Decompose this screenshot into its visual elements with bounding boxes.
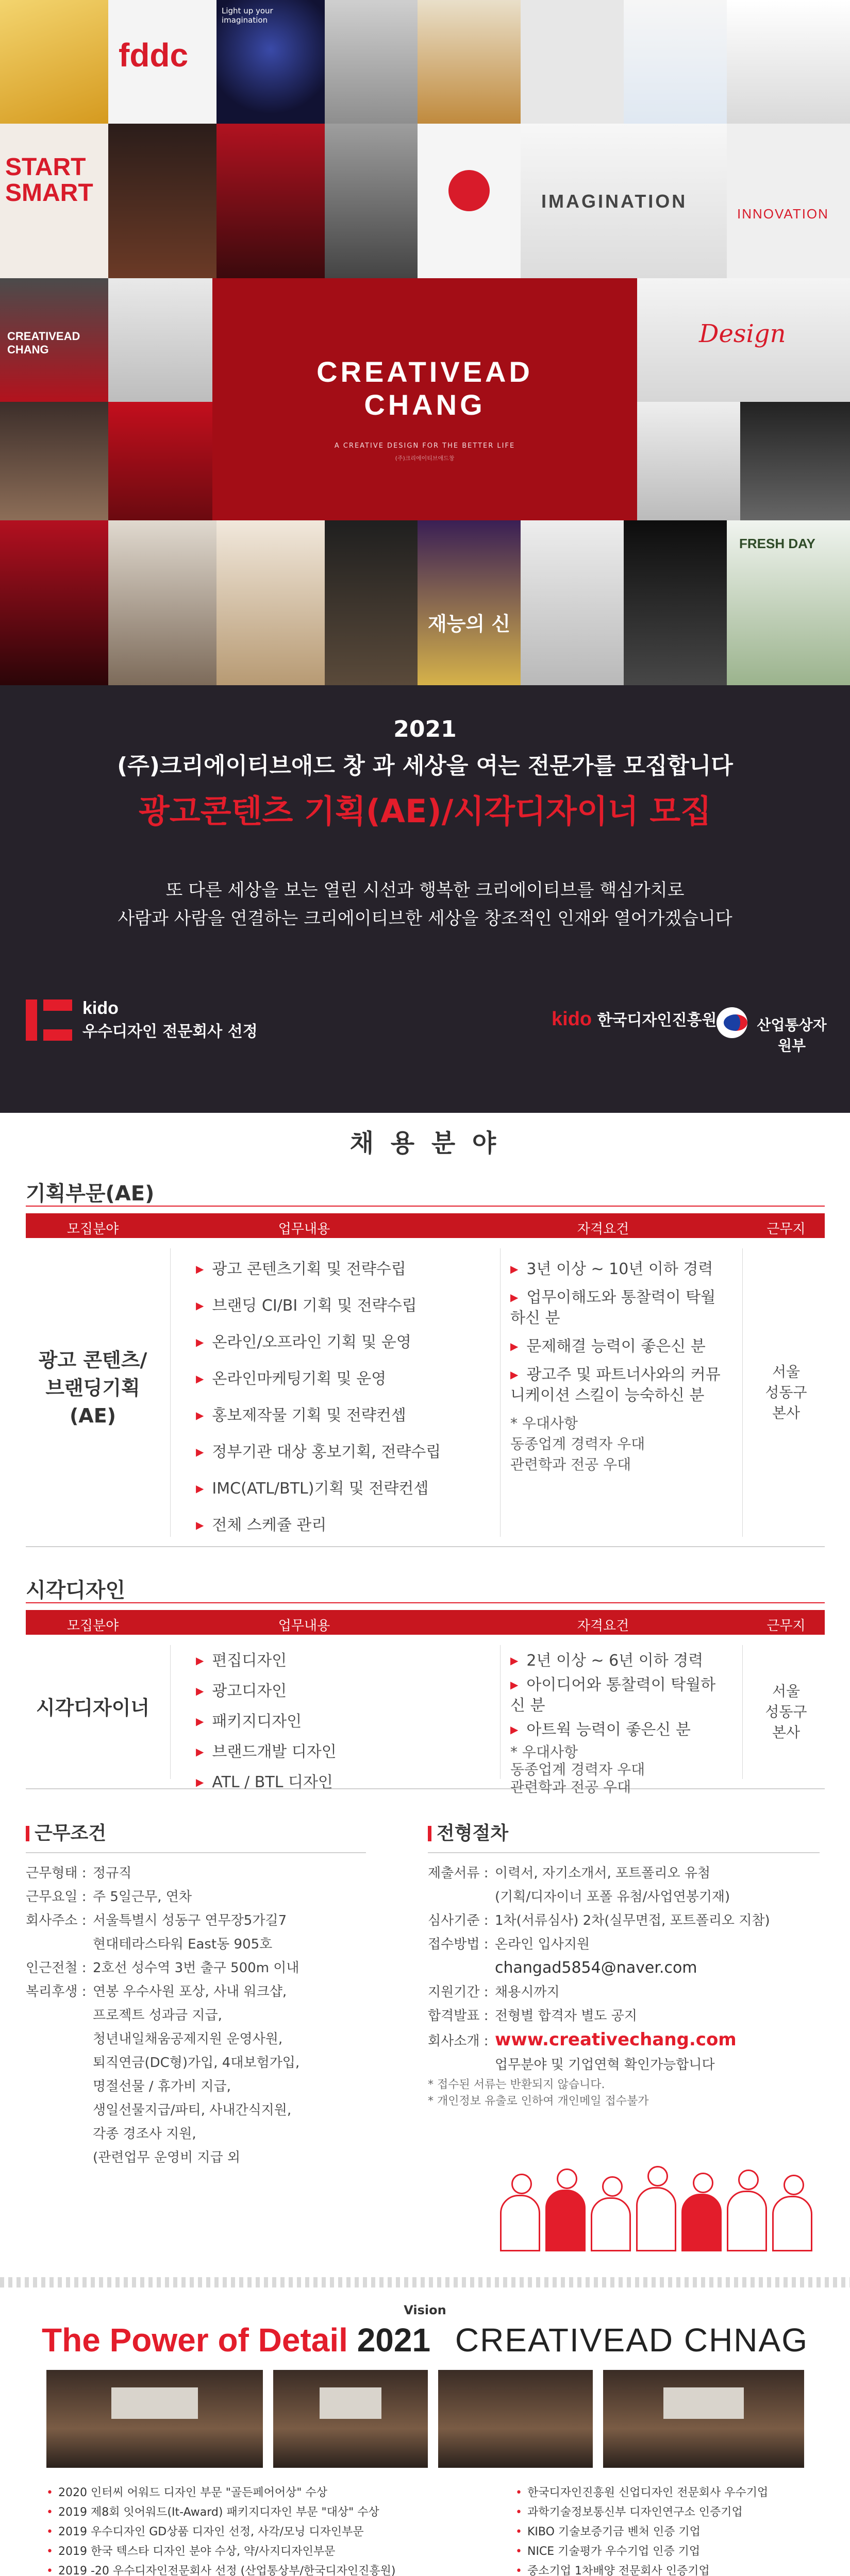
work-type-value: 정규직: [93, 1866, 132, 1881]
vd-loc-1: 서울: [772, 1683, 801, 1700]
vd-field: 시각디자이너: [36, 1697, 150, 1719]
ae-cond-item: ▶ 광고주 및 파트너사와의 커뮤니케이션 스킬이 능숙하신 분: [510, 1364, 727, 1406]
ae-cond-item: ▶ 3년 이상 ~ 10년 이하 경력: [510, 1259, 727, 1280]
ae-task-item: ▶ 홍보제작물 기획 및 전략컨셉: [196, 1405, 505, 1426]
tile-start-smart: [0, 124, 108, 278]
tile-office-red: [0, 278, 108, 402]
vision-divider: [0, 2277, 850, 2287]
process-email: [428, 1956, 820, 1980]
tile-b1: [0, 520, 108, 685]
tile-imagination: [521, 124, 727, 278]
tile-brochure: [108, 402, 212, 520]
tile-b2: [108, 520, 216, 685]
th-cond: 자격요건: [577, 1618, 629, 1634]
ae-row: [26, 1238, 825, 1547]
vd-task-item: ▶ 광고디자인: [196, 1681, 505, 1702]
kido-brand: kido: [82, 998, 119, 1018]
tile-b3: [216, 520, 325, 685]
ae-task-item: ▶ 온라인/오프라인 기획 및 운영: [196, 1332, 505, 1353]
intro-paragraph-1: 또 다른 세상을 보는 열린 시선과 행복한 크리에이티브를 핵심가치로: [165, 880, 685, 901]
tile-poster: [216, 124, 325, 278]
vd-loc-3: 본사: [772, 1724, 801, 1741]
work-addr-key: 회사주소 :: [26, 1913, 87, 1928]
office-sign: CREATIVEAD CHANG: [7, 330, 80, 356]
th-field: 모집분야: [66, 1618, 119, 1634]
process-notify: [428, 2004, 820, 2028]
ae-group-title: 기획부문(AE): [26, 1182, 155, 1206]
tile-book: [521, 0, 624, 124]
person-figure: [636, 2187, 676, 2251]
welfare-item: 청년내일채움공제지원 운영사원,: [93, 2031, 283, 2047]
tile-logo-wall: [740, 402, 850, 520]
tile-fddc: [108, 0, 216, 124]
history-item: • 중소기업 1차배양 전문회사 인증기업: [515, 2562, 768, 2576]
ae-field: [26, 1346, 160, 1430]
apply-email-link[interactable]: changad5854@naver.com: [495, 1959, 697, 1977]
mote-name: 산업통상자원부: [757, 1016, 827, 1054]
ae-sep-2: [500, 1248, 501, 1537]
person-figure: [772, 2196, 812, 2251]
vd-cond-item: ▶ 2년 이상 ~ 6년 이하 경력: [510, 1650, 727, 1671]
start-smart-text: START SMART: [5, 154, 93, 207]
welfare-item: 생일선물지급/파티, 사내간식지원,: [93, 2103, 292, 2118]
tile-card: [727, 0, 850, 124]
work-near-value: 2호선 성수역 3번 출구 500m 이내: [93, 1960, 299, 1976]
vd-task-list: [196, 1650, 505, 1802]
kido-org-logo: kido: [552, 1008, 592, 1030]
welfare-item: 명절선물 / 휴가비 지급,: [93, 2079, 231, 2094]
intro-year: 2021: [393, 716, 457, 742]
th-loc: 근무지: [766, 1222, 806, 1237]
ae-location: [747, 1362, 825, 1423]
process-docs-2: (기획/디자이너 포폴 유첨/사업연봉기재): [495, 1889, 730, 1905]
person-figure: [727, 2191, 767, 2251]
vd-sep-3: [742, 1645, 743, 1779]
th-cond: 자격요건: [577, 1222, 629, 1237]
vd-task-item: ▶ 패키지디자인: [196, 1711, 505, 1732]
intro-paragraph-2: 사람과 사람을 연결하는 크리에이티브한 세상을 창조적인 인재와 열어가겠습니다: [118, 908, 732, 929]
ae-loc-3: 본사: [772, 1404, 801, 1421]
ae-note-1: 동종업계 경력자 우대: [510, 1435, 645, 1452]
work-days-value: 주 5일근무, 연차: [93, 1889, 192, 1905]
vd-sep-2: [500, 1645, 501, 1779]
hero-tagline: A CREATIVE DESIGN FOR THE BETTER LIFE: [334, 442, 515, 450]
tile-kr-title: [418, 520, 521, 685]
ae-task-item: ▶ 정부기관 대상 홍보기획, 전략수립: [196, 1442, 505, 1463]
vision-label: Vision: [404, 2303, 446, 2317]
process-docs-value-1: 이력서, 자기소개서, 포트폴리오 유첨: [495, 1866, 711, 1881]
tile-chart-dot: [448, 170, 490, 211]
kido-selected: 우수디자인 전문회사 선정: [82, 1023, 258, 1041]
process-web: [428, 2028, 820, 2053]
light-caption: Light up your imagination: [222, 6, 273, 25]
ae-sep-1: [170, 1248, 171, 1537]
hero-collage: [0, 0, 850, 685]
tile-leaflet: [637, 402, 740, 520]
work-welfare: [26, 1980, 366, 2004]
welfare-item: 프로젝트 성과금 지급,: [93, 2008, 222, 2023]
recruit-title: [0, 1123, 850, 1159]
tile-gray: [325, 0, 418, 124]
award-logos: [0, 994, 850, 1056]
work-addr-value-1: 서울특별시 성동구 연무장5가길7: [93, 1913, 287, 1928]
welfare-item: 각종 경조사 지원,: [93, 2126, 196, 2142]
vd-location: [747, 1681, 825, 1743]
person-figure: [500, 2195, 540, 2251]
vd-note-title: * 우대사항: [510, 1743, 578, 1760]
process-period-value: 채용시까지: [495, 1985, 560, 2000]
vd-task-item: ▶ ATL / BTL 디자인: [196, 1772, 505, 1793]
work-title: 근무조건: [26, 1819, 366, 1845]
process-title-line: [428, 1852, 820, 1853]
welfare-item: 퇴직연금(DC형)가입, 4대보험가입,: [93, 2055, 300, 2071]
process-apply-key: 접수방법 :: [428, 1937, 489, 1952]
process-period: [428, 1980, 820, 2004]
ae-task-item: ▶ 온라인마케팅기획 및 운영: [196, 1368, 505, 1389]
tile-print: [108, 278, 212, 402]
process-notify-value: 전형별 합격자 별도 공지: [495, 2008, 637, 2024]
ae-task-item: ▶ IMC(ATL/BTL)기획 및 전략컨셉: [196, 1478, 505, 1499]
history-item: • 2020 인터씨 어워드 디자인 부문 "골든페어어상" 수상: [46, 2483, 396, 2503]
history-list-right: [515, 2483, 768, 2576]
tile-light: [216, 0, 325, 124]
work-addr-2: 현대테라스타워 East동 905호: [93, 1937, 273, 1952]
process-period-key: 지원기간 :: [428, 1985, 489, 2000]
intro-section: [0, 685, 850, 1113]
history-item: • 2019 -20 우수디자인전문회사 선정 (산업통상부/한국디자인진흥원): [46, 2562, 396, 2576]
process-apply: [428, 1933, 820, 1956]
person-figure: [591, 2197, 631, 2251]
tile-character: [0, 0, 108, 124]
ae-task-item: ▶ 브랜딩 CI/BI 기획 및 전략수립: [196, 1295, 505, 1316]
ae-task-item: ▶ 광고 콘텐츠기획 및 전략수립: [196, 1259, 505, 1280]
kido-org-name: 한국디자인진흥원: [597, 1011, 717, 1029]
th-field: 모집분야: [66, 1222, 119, 1237]
process-review: [428, 1909, 820, 1933]
imagination-text: IMAGINATION: [541, 191, 688, 212]
vd-row: [26, 1635, 825, 1795]
ae-cond-item: ▶ 업무이해도와 통찰력이 탁월하신 분: [510, 1287, 727, 1329]
th-loc: 근무지: [766, 1618, 806, 1634]
th-task: 업무내용: [278, 1618, 330, 1634]
vd-task-item: ▶ 브랜드개발 디자인: [196, 1741, 505, 1762]
tile-innovation: [727, 124, 850, 278]
process-review-key: 심사기준 :: [428, 1913, 489, 1928]
process-apply-value: 온라인 입사지원: [495, 1937, 590, 1952]
welfare-item: 연봉 우수사원 포상, 사내 워크샵,: [93, 1984, 287, 1999]
tile-b4: [325, 520, 418, 685]
tile-b6: [521, 520, 624, 685]
process-web-note: 업무분야 및 기업연혁 확인가능합니다: [495, 2057, 715, 2073]
tile-package: [418, 0, 521, 124]
ae-field-line1: 광고 콘텐츠/: [38, 1349, 147, 1371]
vision-head-c: CREATIVEAD CHNAG: [455, 2321, 808, 2359]
history-item: • 2019 제8회 잇어워드(It-Award) 패키지디자인 부문 "대상" 수상: [46, 2503, 396, 2522]
work-welfare-key: 복리후생 :: [26, 1984, 87, 1999]
tile-food: [108, 124, 216, 278]
work-near: [26, 1956, 366, 1980]
process-review-value: 1차(서류심사) 2차(실무면접, 포트폴리오 지참): [495, 1913, 770, 1928]
process-title: 전형절차: [428, 1819, 820, 1845]
people-illustration: [500, 2148, 820, 2251]
innovation-text: INNOVATION: [737, 206, 829, 222]
vision-head-a: The Power of Detail: [42, 2321, 348, 2359]
tile-fresh-day: [727, 520, 850, 685]
company-website-link[interactable]: www.creativechang.com: [495, 2029, 737, 2050]
tile-design: [637, 278, 850, 402]
kr-title-text: 재능의 신: [428, 613, 511, 635]
ae-table-header: [26, 1213, 825, 1238]
vd-sep-1: [170, 1645, 171, 1779]
work-near-key: 인근전철 :: [26, 1960, 87, 1976]
recruit-title-text: 채 용 분 야: [349, 1129, 501, 1158]
history-item: • 2019 한국 텍스타 디자인 분야 수상, 약/사지디자인부문: [46, 2542, 396, 2562]
history-item: • 2019 우수디자인 GD상품 디자인 선정, 사각/모닝 디자인부문: [46, 2522, 396, 2542]
fresh-day-text: FRESH DAY: [739, 536, 815, 551]
tile-people: [0, 402, 108, 520]
ae-preferred: [510, 1413, 727, 1475]
process-note-2: * 개인정보 유출로 인하여 개인메일 접수불가: [428, 2095, 649, 2108]
history-item: • 한국디자인진흥원 신업디자인 전문회사 우수기업: [515, 2483, 768, 2503]
vision-photo-2: [273, 2370, 428, 2468]
history-item: • NICE 기술평가 우수기업 인증 기업: [515, 2542, 768, 2562]
th-task: 업무내용: [278, 1222, 330, 1237]
vision-photo-3: [438, 2370, 593, 2468]
hero-brand-logo: [212, 355, 637, 421]
person-figure: [545, 2190, 586, 2251]
process-note-1: * 접수된 서류는 반환되지 않습니다.: [428, 2078, 605, 2091]
mote-logo: [716, 1005, 830, 1054]
hero-sub: (주)크리에이티브애드창: [395, 455, 455, 462]
fddc-logo: fddc: [119, 37, 189, 74]
vision-photo-4: [603, 2370, 804, 2468]
ae-note-title: * 우대사항: [510, 1415, 578, 1432]
process-notify-key: 합격발표 :: [428, 2008, 489, 2024]
tile-web: [624, 0, 727, 124]
vd-group-title: 시각디자인: [26, 1579, 126, 1602]
work-type: [26, 1861, 366, 1885]
ae-group-line: [26, 1206, 825, 1207]
hiring-process: [428, 1819, 820, 2110]
welfare-item: (관련업무 운영비 지급 외: [93, 2150, 241, 2165]
vd-cond-item: ▶ 아이디어와 통찰력이 탁월하신 분: [510, 1674, 727, 1716]
kido-org: [552, 1007, 716, 1030]
intro-job-title: 광고콘텐츠 기획(AE)/시각디자이너 모집: [138, 792, 712, 830]
hero-center-panel: [212, 278, 637, 520]
ae-cond-item: ▶ 문제해결 능력이 좋은신 분: [510, 1336, 727, 1357]
vd-group-line: [26, 1602, 825, 1603]
process-docs-key: 제출서류 :: [428, 1866, 489, 1881]
vd-preferred: [510, 1743, 727, 1796]
person-figure: [681, 2194, 722, 2251]
vd-cond-list: [510, 1650, 727, 1796]
work-addr: [26, 1909, 366, 1933]
ae-sep-3: [742, 1248, 743, 1537]
ae-note-2: 관련학과 전공 우대: [510, 1456, 631, 1473]
tile-b7: [624, 520, 727, 685]
hero-brand-line2: CHANG: [364, 388, 486, 421]
work-type-key: 근무형태 :: [26, 1866, 87, 1881]
vision-photo-1: [46, 2370, 263, 2468]
ae-field-line2: 브랜딩기획(AE): [45, 1377, 140, 1427]
kido-mark-icon: [26, 999, 72, 1041]
mote-emblem-icon: [716, 1007, 747, 1038]
work-title-line: [26, 1852, 366, 1853]
tile-chart: [418, 124, 521, 278]
ae-loc-1: 서울: [772, 1363, 801, 1380]
ae-loc-2: 성동구: [765, 1384, 807, 1401]
hero-brand-line1: CREATIVEAD: [316, 355, 533, 388]
ae-cond-list: [510, 1259, 727, 1475]
vision-head-b: 2021: [357, 2321, 431, 2359]
vd-note-2: 관련학과 전공 우대: [510, 1778, 631, 1795]
history-list-left: [46, 2483, 396, 2576]
process-web-key: 회사소개 :: [428, 2033, 489, 2049]
work-conditions: [26, 1819, 366, 2170]
history-item: • 과학기술정보통신부 디자인연구소 인증기업: [515, 2503, 768, 2522]
tile-cup: [325, 124, 418, 278]
history-item: • KIBO 기술보증기금 벤처 인증 기업: [515, 2522, 768, 2542]
ae-task-list: [196, 1259, 505, 1551]
vd-task-item: ▶ 편집디자인: [196, 1650, 505, 1671]
vd-loc-2: 성동구: [765, 1703, 807, 1720]
design-script: Design: [699, 319, 786, 348]
process-docs: [428, 1861, 820, 1885]
intro-headline: (주)크리에이티브애드 창 과 세상을 여는 전문가를 모집합니다: [117, 753, 733, 779]
vd-table-header: [26, 1610, 825, 1635]
vd-cond-item: ▶ 아트웍 능력이 좋은신 분: [510, 1719, 727, 1740]
work-days: [26, 1885, 366, 1909]
vd-note-1: 동종업계 경력자 우대: [510, 1761, 645, 1778]
work-days-key: 근무요일 :: [26, 1889, 87, 1905]
ae-task-item: ▶ 전체 스케쥴 관리: [196, 1515, 505, 1536]
vision-headline: [0, 2321, 850, 2359]
kido-badge: [82, 998, 258, 1041]
